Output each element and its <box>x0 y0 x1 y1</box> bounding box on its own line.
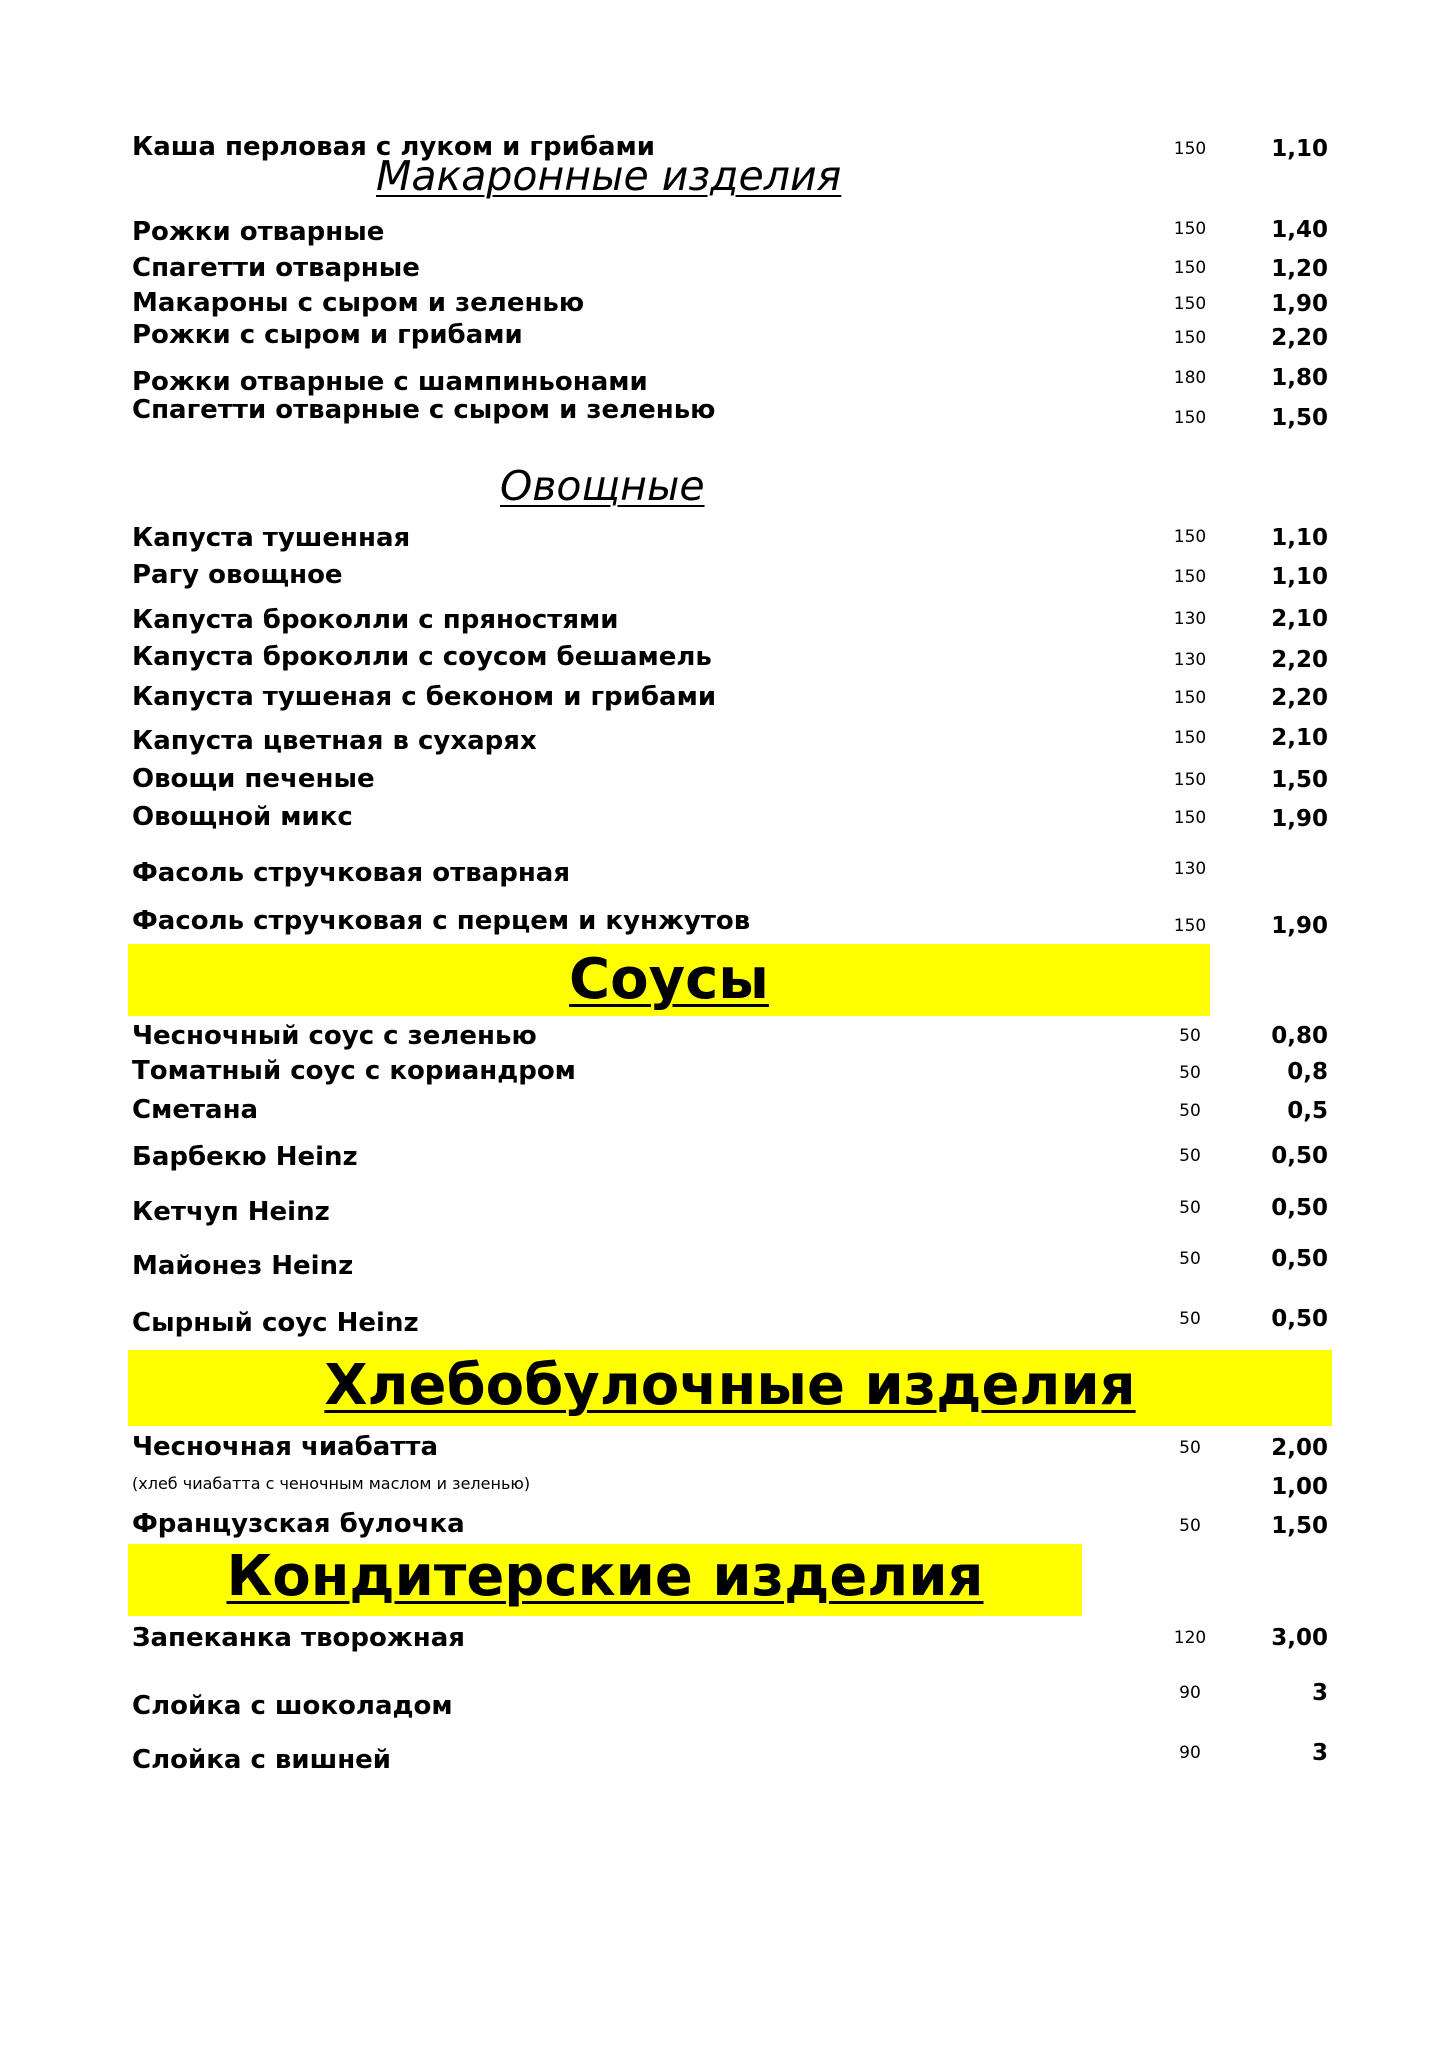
menu-item-name: Фасоль стручковая отварная <box>132 858 571 888</box>
menu-item-name: Овощи печеные <box>132 764 375 794</box>
menu-item-name: Капуста броколли с соусом бешамель <box>132 642 712 672</box>
menu-item-name: Французская булочка <box>132 1509 465 1539</box>
menu-item-name: Каша перловая с луком и грибами <box>132 132 655 162</box>
menu-item-weight: 150 <box>1173 770 1207 790</box>
menu-item-weight: 150 <box>1173 139 1207 159</box>
menu-item-weight: 150 <box>1173 294 1207 314</box>
menu-item-name: Рожки отварные с шампиньонами <box>132 367 648 397</box>
menu-item-weight: 150 <box>1173 258 1207 278</box>
menu-item-price: 1,50 <box>1271 405 1328 431</box>
menu-item-price: 2,00 <box>1271 1435 1328 1461</box>
menu-item-price: 1,00 <box>1271 1474 1328 1500</box>
menu-item-price: 1,90 <box>1271 913 1328 939</box>
menu-item-name: Спагетти отварные <box>132 253 420 283</box>
menu-item-weight: 50 <box>1179 1026 1201 1046</box>
menu-item-weight: 50 <box>1179 1063 1201 1083</box>
menu-item-note: (хлеб чиабатта с ченочным маслом и зеленью) <box>132 1474 531 1493</box>
menu-item-name: Рожки отварные <box>132 217 385 247</box>
menu-item-weight: 180 <box>1173 368 1207 388</box>
menu-item-name: Запеканка творожная <box>132 1623 465 1653</box>
menu-item-price: 1,50 <box>1271 767 1328 793</box>
menu-item-price: 1,10 <box>1271 525 1328 551</box>
menu-item-weight: 150 <box>1173 808 1207 828</box>
menu-item-name: Томатный соус с кориандром <box>132 1056 576 1086</box>
menu-item-name: Майонез Heinz <box>132 1251 354 1281</box>
menu-item-price: 0,5 <box>1287 1098 1328 1124</box>
menu-item-name: Фасоль стручковая с перцем и кунжутов <box>132 906 751 936</box>
menu-item-name: Кетчуп Heinz <box>132 1197 330 1227</box>
menu-item-name: Сырный соус Heinz <box>132 1308 419 1338</box>
menu-item-name: Спагетти отварные с сыром и зеленью <box>132 395 716 425</box>
menu-item-weight: 150 <box>1173 408 1207 428</box>
menu-item-name: Барбекю Heinz <box>132 1142 358 1172</box>
menu-item-weight: 150 <box>1173 219 1207 239</box>
menu-item-price: 1,40 <box>1271 217 1328 243</box>
heading-sauces: Соусы <box>569 947 769 1012</box>
menu-item-price: 0,50 <box>1271 1306 1328 1332</box>
menu-item-weight: 120 <box>1173 1628 1207 1648</box>
menu-item-price: 0,80 <box>1271 1023 1328 1049</box>
menu-item-price: 2,20 <box>1271 647 1328 673</box>
heading-vegetables: Овощные <box>500 462 705 510</box>
menu-item-name: Капуста броколли с пряностями <box>132 605 619 635</box>
menu-item-price: 3,00 <box>1271 1625 1328 1651</box>
menu-item-name: Слойка с шоколадом <box>132 1691 453 1721</box>
menu-item-price: 1,50 <box>1271 1513 1328 1539</box>
menu-item-name: Макароны с сыром и зеленью <box>132 288 585 318</box>
menu-item-weight: 150 <box>1173 328 1207 348</box>
menu-item-weight: 50 <box>1179 1249 1201 1269</box>
menu-item-weight: 90 <box>1179 1743 1201 1763</box>
menu-item-price: 0,50 <box>1271 1195 1328 1221</box>
menu-item-name: Рагу овощное <box>132 560 343 590</box>
menu-item-name: Рожки с сыром и грибами <box>132 320 523 350</box>
menu-item-price: 3 <box>1311 1740 1328 1766</box>
menu-item-price: 1,20 <box>1271 256 1328 282</box>
menu-item-price: 0,8 <box>1287 1059 1328 1085</box>
menu-item-price: 2,10 <box>1271 725 1328 751</box>
menu-item-price: 1,10 <box>1271 564 1328 590</box>
menu-item-weight: 50 <box>1179 1101 1201 1121</box>
menu-item-price: 3 <box>1311 1680 1328 1706</box>
menu-item-price: 1,10 <box>1271 136 1328 162</box>
menu-item-price: 1,90 <box>1271 806 1328 832</box>
menu-item-price: 1,80 <box>1271 365 1328 391</box>
menu-item-weight: 150 <box>1173 916 1207 936</box>
menu-item-price: 0,50 <box>1271 1143 1328 1169</box>
menu-item-weight: 50 <box>1179 1198 1201 1218</box>
menu-item-weight: 150 <box>1173 527 1207 547</box>
menu-item-price: 2,20 <box>1271 325 1328 351</box>
menu-item-weight: 90 <box>1179 1683 1201 1703</box>
menu-item-name: Капуста тушенная <box>132 523 411 553</box>
menu-item-name: Слойка с вишней <box>132 1745 392 1775</box>
menu-item-name: Капуста тушеная с беконом и грибами <box>132 682 717 712</box>
menu-item-weight: 150 <box>1173 728 1207 748</box>
heading-pasta: Макаронные изделия <box>376 152 842 200</box>
menu-item-weight: 50 <box>1179 1146 1201 1166</box>
menu-item-price: 0,50 <box>1271 1246 1328 1272</box>
menu-item-weight: 130 <box>1173 609 1207 629</box>
menu-item-weight: 130 <box>1173 859 1207 879</box>
menu-item-name: Чесночная чиабатта <box>132 1432 438 1462</box>
heading-confectionery: Кондитерские изделия <box>226 1544 984 1609</box>
menu-item-price: 2,10 <box>1271 606 1328 632</box>
menu-item-weight: 150 <box>1173 688 1207 708</box>
menu-item-name: Овощной микс <box>132 802 353 832</box>
menu-item-weight: 150 <box>1173 567 1207 587</box>
heading-bakery: Хлебобулочные изделия <box>324 1353 1136 1418</box>
menu-item-price: 2,20 <box>1271 685 1328 711</box>
menu-item-weight: 50 <box>1179 1309 1201 1329</box>
menu-item-weight: 50 <box>1179 1516 1201 1536</box>
menu-item-weight: 50 <box>1179 1438 1201 1458</box>
menu-item-name: Капуста цветная в сухарях <box>132 726 537 756</box>
menu-item-price: 1,90 <box>1271 291 1328 317</box>
menu-item-name: Чесночный соус с зеленью <box>132 1021 537 1051</box>
menu-item-weight: 130 <box>1173 650 1207 670</box>
menu-item-name: Сметана <box>132 1095 259 1125</box>
